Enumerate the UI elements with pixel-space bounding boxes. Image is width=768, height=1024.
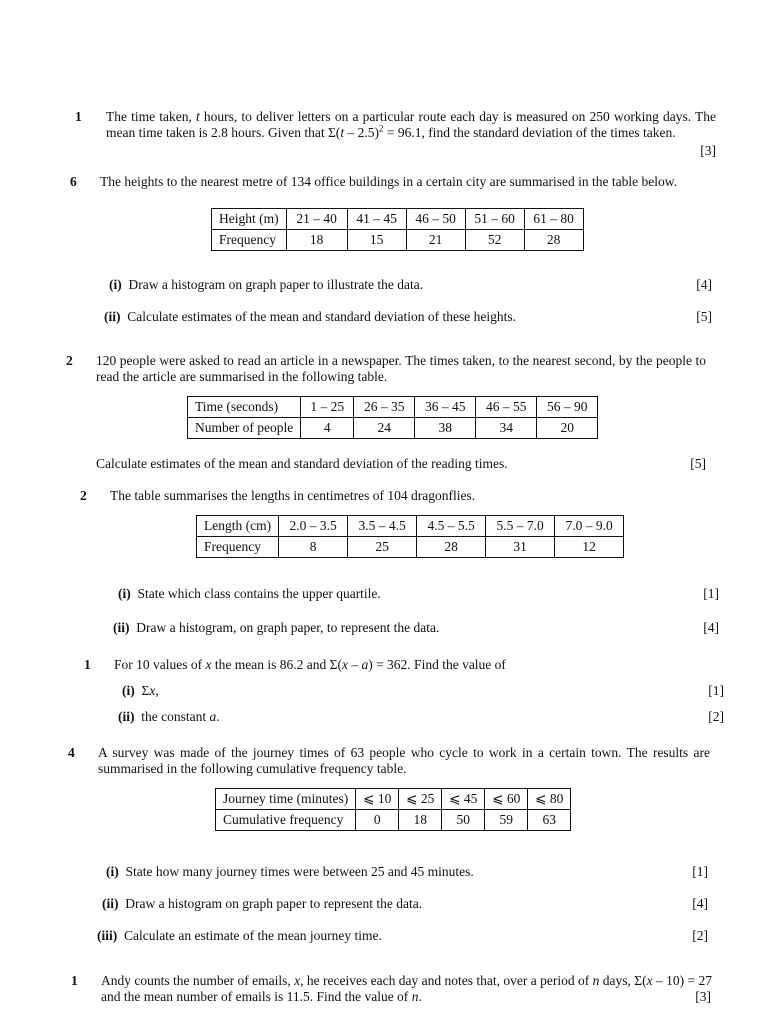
question-text: 120 people were asked to read an article in a newspaper. The times taken, to the nearest second, by the people to read the article are summarised in the following table.: [96, 353, 706, 384]
marks: [1]: [692, 864, 708, 879]
table-cell: Frequency: [212, 230, 287, 251]
question-text: The heights to the nearest metre of 134 office buildings in a certain city are summarised in the table below.: [100, 174, 677, 189]
table-cell: Cumulative frequency: [216, 810, 356, 831]
part-i: (i) Draw a histogram on graph paper to illustrate the data.: [109, 277, 424, 292]
table-cell: ⩽ 10: [356, 789, 399, 810]
table-cell: 46 – 50: [406, 209, 465, 230]
part-ii: (ii) the constant a.: [118, 709, 220, 724]
table-cell: 36 – 45: [415, 397, 476, 418]
table-cell: 59: [485, 810, 528, 831]
question-number: 1: [75, 109, 82, 124]
data-table: [215, 788, 571, 831]
marks: [5]: [690, 456, 706, 471]
question-text: For 10 values of x the mean is 86.2 and Σ(x – a) = 362. Find the value of: [114, 657, 506, 672]
data-table: [196, 515, 624, 558]
question-text: A survey was made of the journey times of 63 people who cycle to work in a certain town. The results are summarised in the following cumulative frequency table.: [98, 745, 710, 776]
marks: [4]: [696, 277, 712, 292]
table-cell: 1 – 25: [301, 397, 354, 418]
part-i: (i) State how many journey times were between 25 and 45 minutes.: [106, 864, 474, 879]
table-cell: 21: [406, 230, 465, 251]
table-cell: 8: [279, 537, 348, 558]
marks: [1]: [708, 683, 724, 698]
table-cell: ⩽ 60: [485, 789, 528, 810]
table-cell: 56 – 90: [537, 397, 598, 418]
part-i: (i) Σx,: [122, 683, 159, 698]
table-cell: Frequency: [197, 537, 279, 558]
marks: [2]: [708, 709, 724, 724]
table-cell: 2.0 – 3.5: [279, 516, 348, 537]
table-cell: 51 – 60: [465, 209, 524, 230]
question-number: 2: [66, 353, 73, 368]
table-cell: 15: [347, 230, 406, 251]
table-cell: Height (m): [212, 209, 287, 230]
table-cell: 61 – 80: [524, 209, 583, 230]
table-cell: 46 – 55: [476, 397, 537, 418]
question-text: Andy counts the number of emails, x, he receives each day and notes that, over a period of n days, Σ(x – 10) = 27 and the mean number of emails is 11.5. Find the value of n.: [101, 973, 712, 1004]
table-cell: 12: [555, 537, 624, 558]
table-cell: 41 – 45: [347, 209, 406, 230]
marks: [4]: [692, 896, 708, 911]
table-cell: 25: [348, 537, 417, 558]
part-ii: (ii) Draw a histogram on graph paper to represent the data.: [102, 896, 423, 911]
part-ii: (ii) Draw a histogram, on graph paper, to represent the data.: [113, 620, 440, 635]
table-cell: 63: [528, 810, 571, 831]
question-instruction: Calculate estimates of the mean and standard deviation of the reading times.: [96, 456, 508, 471]
table-cell: ⩽ 80: [528, 789, 571, 810]
table-cell: Number of people: [188, 418, 301, 439]
marks: [4]: [703, 620, 719, 635]
table-cell: Journey time (minutes): [216, 789, 356, 810]
question-number: 1: [84, 657, 91, 672]
part-ii: (ii) Calculate estimates of the mean and standard deviation of these heights.: [104, 309, 517, 324]
table-cell: 38: [415, 418, 476, 439]
table-cell: Length (cm): [197, 516, 279, 537]
question-number: 2: [80, 488, 87, 503]
table-cell: 24: [354, 418, 415, 439]
part-i: (i) State which class contains the upper quartile.: [118, 586, 381, 601]
table-cell: 28: [524, 230, 583, 251]
table-cell: 3.5 – 4.5: [348, 516, 417, 537]
marks: [3]: [700, 143, 716, 158]
question-text: The table summarises the lengths in centimetres of 104 dragonflies.: [110, 488, 476, 503]
marks: [2]: [692, 928, 708, 943]
marks: [3]: [695, 989, 711, 1004]
table-cell: 18: [286, 230, 347, 251]
table-cell: 28: [417, 537, 486, 558]
question-number: 4: [68, 745, 75, 760]
marks: [1]: [703, 586, 719, 601]
question-number: 1: [71, 973, 78, 988]
table-cell: 20: [537, 418, 598, 439]
table-cell: 5.5 – 7.0: [486, 516, 555, 537]
table-cell: 4: [301, 418, 354, 439]
data-table: [211, 208, 584, 251]
table-cell: 26 – 35: [354, 397, 415, 418]
table-cell: Time (seconds): [188, 397, 301, 418]
table-cell: 34: [476, 418, 537, 439]
part-iii: (iii) Calculate an estimate of the mean journey time.: [97, 928, 382, 943]
table-cell: 21 – 40: [286, 209, 347, 230]
table-cell: 4.5 – 5.5: [417, 516, 486, 537]
data-table: [187, 396, 598, 439]
marks: [5]: [696, 309, 712, 324]
question-text: The time taken, t hours, to deliver letters on a particular route each day is measured on 250 working days. The mean time taken is 2.8 hours. Given that Σ(t – 2.5)$^2$ = 96.1, find the standard deviation of the times taken.: [106, 109, 716, 140]
table-cell: ⩽ 45: [442, 789, 485, 810]
table-cell: 18: [399, 810, 442, 831]
table-cell: 7.0 – 9.0: [555, 516, 624, 537]
table-cell: ⩽ 25: [399, 789, 442, 810]
table-cell: 0: [356, 810, 399, 831]
question-number: 6: [70, 174, 77, 189]
table-cell: 52: [465, 230, 524, 251]
table-cell: 50: [442, 810, 485, 831]
table-cell: 31: [486, 537, 555, 558]
